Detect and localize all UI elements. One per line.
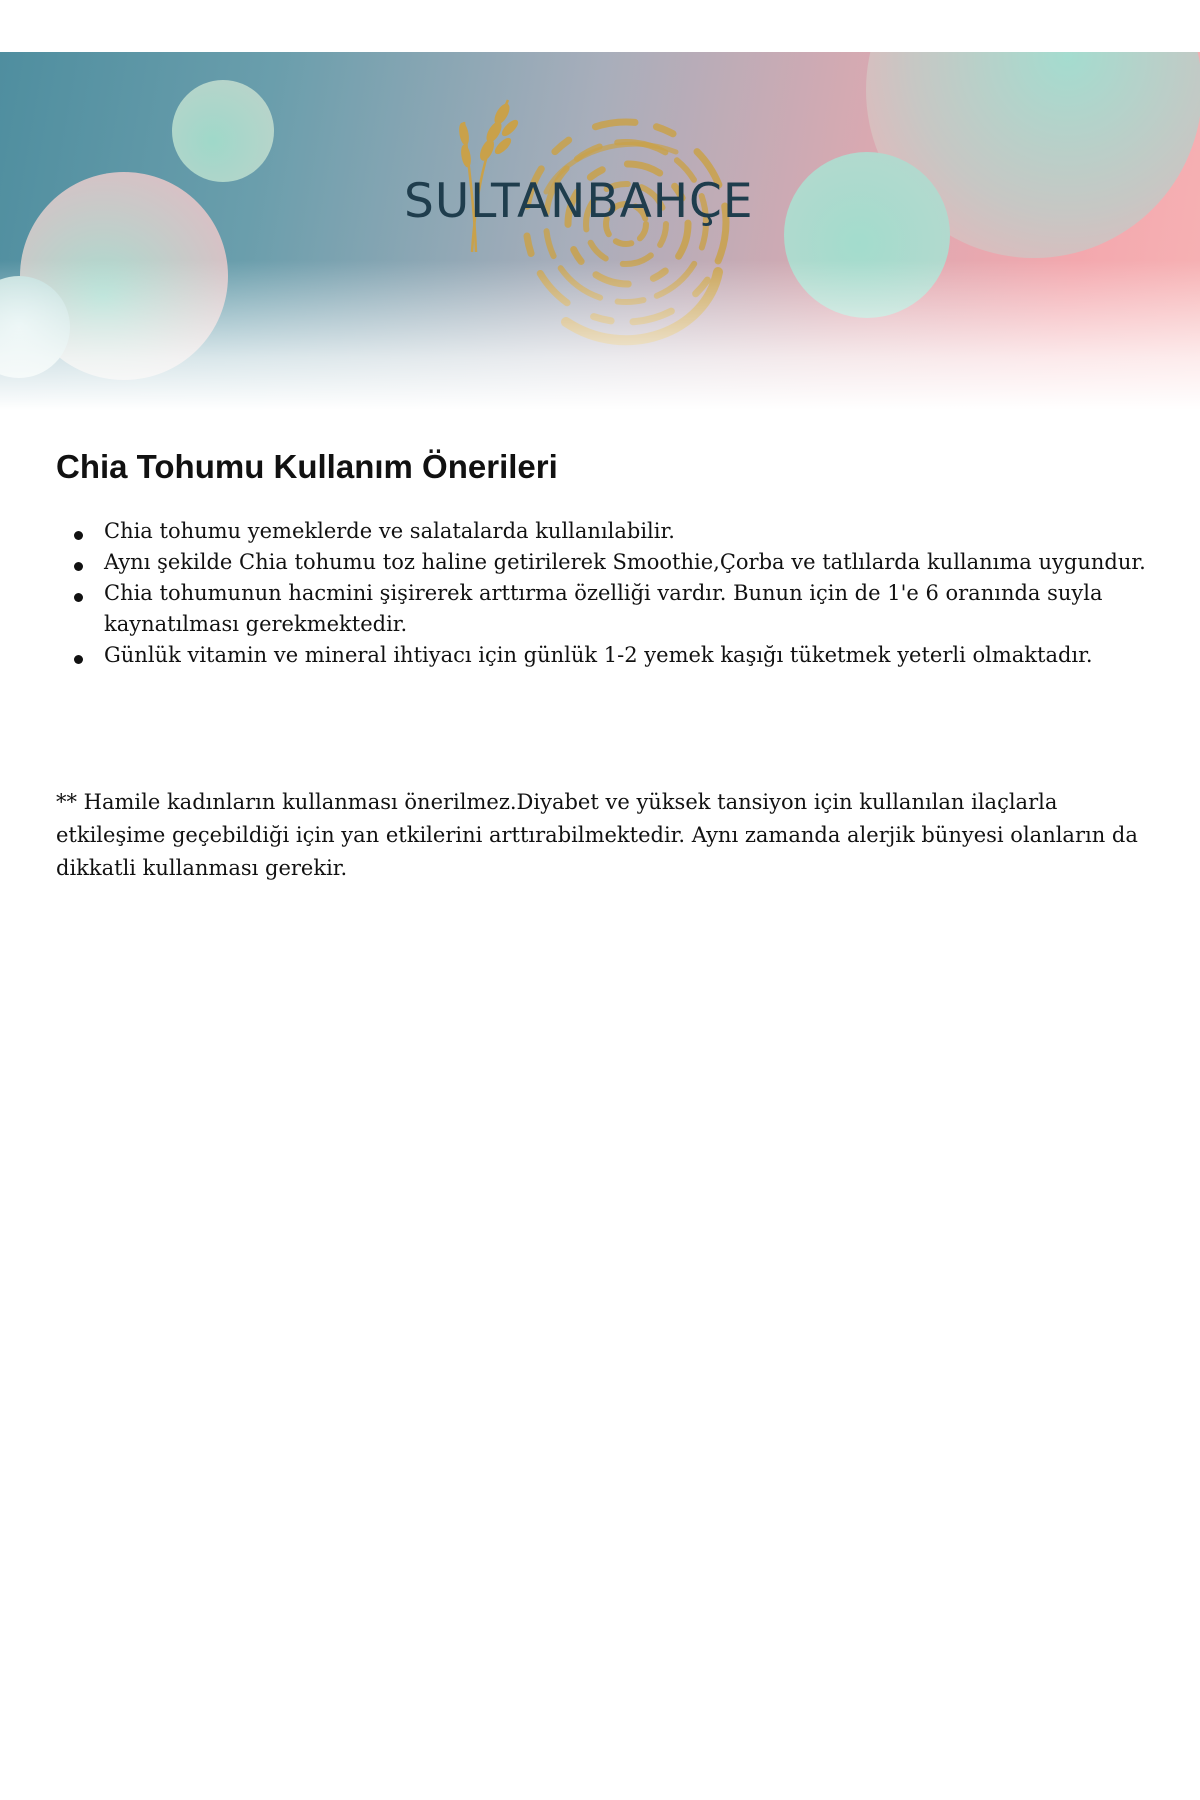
list-item bbox=[56, 516, 1146, 547]
bullet-icon bbox=[74, 531, 83, 540]
banner-fade bbox=[0, 260, 1200, 410]
bullet-icon bbox=[74, 655, 83, 664]
warning-note: ** Hamile kadınların kullanması önerilmez.Diyabet ve yüksek tansiyon için kullanılan ilaçlarla etkileşime geçebildiği için yan etkilerini arttırabilmektedir. Aynı zamanda alerjik bünyesi olanların da dikkatli kullanması gerekir. bbox=[56, 790, 1138, 880]
list-item-text: Chia tohumunun hacmini şişirerek arttırma özelliği vardır. Bunun için de 1'e 6 oranında suyla kaynatılması gerekmektedir. bbox=[104, 581, 1103, 636]
header-banner bbox=[0, 52, 1200, 410]
list-item-text: Aynı şekilde Chia tohumu toz haline getirilerek Smoothie,Çorba ve tatlılarda kullanıma uygundur. bbox=[104, 550, 1146, 574]
usage-list bbox=[56, 516, 1146, 671]
list-item bbox=[56, 547, 1146, 578]
page-title: Chia Tohumu Kullanım Önerileri bbox=[56, 448, 558, 485]
list-item bbox=[56, 640, 1146, 671]
bullet-icon bbox=[74, 562, 83, 571]
list-item bbox=[56, 578, 1146, 640]
brand-logo-text: SULTANBAHÇE bbox=[404, 174, 754, 229]
bullet-icon bbox=[74, 593, 83, 602]
decor-bubble bbox=[172, 80, 274, 182]
list-item-text: Chia tohumu yemeklerde ve salatalarda kullanılabilir. bbox=[104, 519, 675, 543]
list-item-text: Günlük vitamin ve mineral ihtiyacı için günlük 1-2 yemek kaşığı tüketmek yeterli olmaktadır. bbox=[104, 643, 1093, 667]
